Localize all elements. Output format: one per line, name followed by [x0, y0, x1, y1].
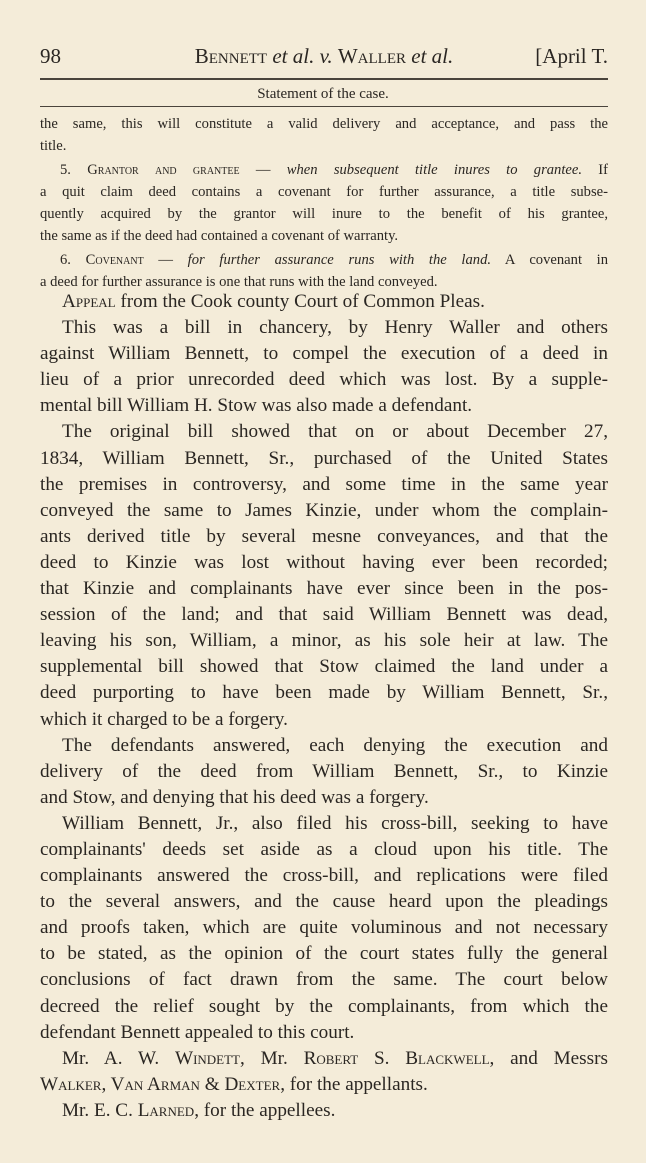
text-line [40, 889, 608, 915]
text-run: Appeal [62, 291, 116, 312]
text-run: title. [40, 138, 67, 154]
text-run: a quit claim deed contains a covenant for further assurance, a title subse- [40, 184, 608, 200]
text-run: Windett [174, 1047, 240, 1069]
text-line [40, 1046, 608, 1072]
text-run: against William Bennett, to compel the execution of a deed in [40, 343, 608, 365]
text-line [40, 249, 608, 271]
text-run: 5. [60, 162, 88, 178]
text-line [40, 446, 608, 472]
paragraph [40, 249, 608, 293]
text-run: deed to Kinzie was lost without having ever been recorded; [40, 551, 608, 573]
text-run: Covenant [85, 252, 144, 268]
text-line [40, 113, 608, 135]
headnotes [40, 113, 608, 295]
text-line [40, 654, 608, 680]
text-run: , Mr. [240, 1047, 304, 1069]
text-run: and Stow, and denying that his deed was a forgery. [40, 786, 429, 808]
text-run: The original bill showed that on or about December 27, [62, 421, 608, 443]
text-line [40, 1098, 608, 1124]
text-run: the premises in controversy, and some time in the same year [40, 473, 608, 495]
text-line [40, 341, 608, 367]
text-run: defendant Bennett appealed to this court. [40, 1021, 355, 1043]
text-line [40, 1020, 608, 1046]
text-run: to be stated, as the opinion of the court states fully the general [40, 943, 608, 965]
text-run: complainants answered the cross-bill, and replications were filed [40, 865, 608, 887]
text-run: , and Messrs [489, 1047, 608, 1069]
text-line [40, 135, 608, 157]
header-rule [40, 78, 608, 80]
text-run: — [143, 252, 188, 268]
text-run: , for the appellants. [280, 1073, 428, 1095]
text-line [40, 759, 608, 785]
text-line [40, 680, 608, 706]
paragraph [40, 811, 608, 1046]
text-run: the same, this will constitute a valid delivery and acceptance, and pass the [40, 116, 608, 132]
text-line [40, 967, 608, 993]
text-line [40, 472, 608, 498]
text-line [40, 733, 608, 759]
paragraph [40, 289, 608, 315]
text-line [40, 203, 608, 225]
case-title [40, 44, 608, 69]
statement-body [40, 289, 608, 1124]
text-line [40, 994, 608, 1020]
text-line [40, 1072, 608, 1098]
text-run: Grantor and grantee [87, 162, 240, 178]
text-run: and proofs taken, which are quite voluminous and not necessary [40, 917, 608, 939]
text-run: quently acquired by the grantor will inure to the benefit of his grantee, [40, 206, 608, 222]
text-line [40, 941, 608, 967]
term-label: [April T. [535, 44, 608, 68]
text-line [40, 159, 608, 181]
section-heading: Statement of the case. [257, 86, 389, 102]
text-run: Waller [337, 44, 406, 68]
text-line [40, 419, 608, 445]
text-run: Dexter [224, 1073, 281, 1095]
text-run: et al. [267, 44, 315, 68]
text-run: v. [314, 44, 338, 68]
text-line [40, 707, 608, 733]
paragraph [40, 733, 608, 811]
text-run: This was a bill in chancery, by Henry Waller and others [62, 317, 608, 339]
text-run: the same as if the deed had contained a covenant of warranty. [40, 228, 399, 244]
text-line [40, 785, 608, 811]
text-line [40, 289, 608, 315]
text-line [40, 602, 608, 628]
text-run: The defendants answered, each denying the execution and [62, 734, 608, 756]
text-line [40, 181, 608, 203]
text-line [40, 524, 608, 550]
text-run: et al. [406, 44, 454, 68]
text-line [40, 863, 608, 889]
text-line [40, 393, 608, 419]
paragraph [40, 159, 608, 247]
text-line [40, 367, 608, 393]
text-run: 1834, William Bennett, Sr., purchased of the United States [40, 447, 608, 469]
text-run: ants derived title by several mesne conveyances, and that the [40, 525, 608, 547]
text-run: supplemental bill showed that Stow claimed the land under a [40, 656, 608, 678]
text-line [40, 225, 608, 247]
text-line [40, 315, 608, 341]
text-run: from the Cook county Court of Common Pleas. [115, 291, 485, 312]
text-run: — [239, 162, 287, 178]
text-run: conveyed the same to James Kinzie, under whom the complain- [40, 499, 608, 521]
text-run: Mr. E. C. [62, 1099, 138, 1121]
text-run: 6. [60, 252, 86, 268]
text-run: a deed for further assurance is one that runs with the land conveyed. [40, 274, 438, 290]
text-run: complainants' deeds set aside as a cloud upon his title. The [40, 838, 608, 860]
text-run: Bennett [194, 44, 268, 68]
text-run: Walker, Van Arman [40, 1073, 200, 1095]
paragraph [40, 113, 608, 157]
text-line [40, 498, 608, 524]
text-run: Larned [137, 1099, 195, 1121]
text-line [40, 915, 608, 941]
text-run: lieu of a prior unrecorded deed which was lost. By a supple- [40, 369, 608, 391]
text-line [40, 628, 608, 654]
text-run: decreed the relief sought by the complainants, from which the [40, 995, 608, 1017]
page-number: 98 [40, 44, 61, 68]
text-run: when subsequent title inures to grantee. [286, 162, 583, 178]
text-run: A covenant in [491, 252, 609, 268]
text-run: , for the appellees. [194, 1099, 336, 1121]
text-run: for further assurance runs with the land. [187, 252, 492, 268]
text-run: & [199, 1073, 225, 1095]
text-run: William Bennett, Jr., also filed his cross-bill, seeking to have [62, 812, 608, 834]
text-run: to the several answers, and the cause heard upon the pleadings [40, 891, 608, 913]
paragraph [40, 1046, 608, 1098]
section-rule [40, 106, 608, 107]
text-run: delivery of the deed from William Bennett, Sr., to Kinzie [40, 760, 608, 782]
text-run: that Kinzie and complainants have ever since been in the pos- [40, 578, 608, 600]
text-run: Mr. A. W. [62, 1047, 175, 1069]
paragraph [40, 1098, 608, 1124]
text-line [40, 550, 608, 576]
text-run: session of the land; and that said William Bennett was dead, [40, 604, 608, 626]
text-run: If [582, 162, 609, 178]
text-run: mental bill William H. Stow was also made a defendant. [40, 395, 473, 417]
paragraph [40, 419, 608, 732]
running-head [40, 44, 608, 74]
text-run: leaving his son, William, a minor, as his sole heir at law. The [40, 630, 608, 652]
text-run: Robert S. Blackwell [303, 1047, 490, 1069]
text-line [40, 837, 608, 863]
text-run: which it charged to be a forgery. [40, 708, 288, 730]
text-line [40, 576, 608, 602]
text-run: conclusions of fact drawn from the same. The court below [40, 969, 608, 991]
text-run: deed purporting to have been made by William Bennett, Sr., [40, 682, 608, 704]
text-line [40, 811, 608, 837]
paragraph [40, 315, 608, 419]
